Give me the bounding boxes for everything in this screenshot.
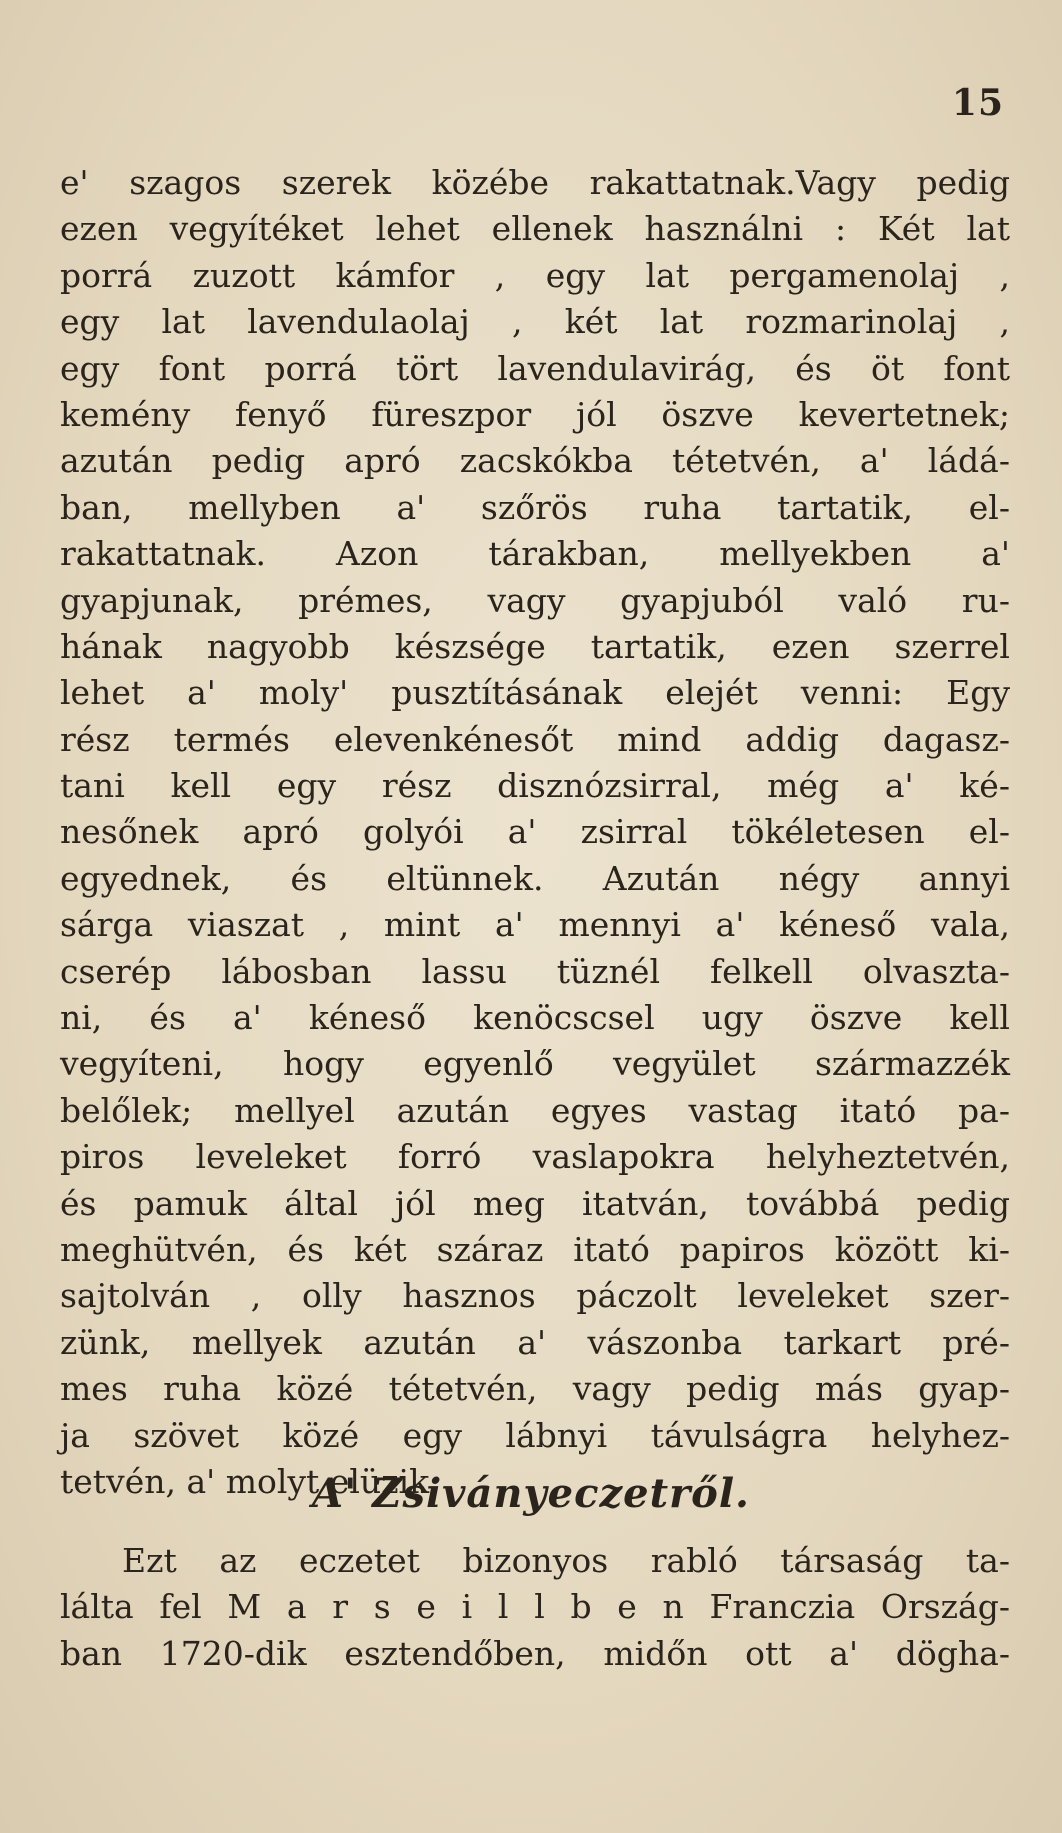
text-line: egy lat lavendulaolaj , két lat rozmarinolaj , xyxy=(60,302,1010,342)
text-line: egy font porrá tört lavendulavirág, és öt font xyxy=(60,348,1010,388)
text-line: Ezt az eczetet bizonyos rabló társaság ta- xyxy=(122,1541,1010,1580)
text-line: porrá zuzott kámfor , egy lat pergamenolaj , xyxy=(60,255,1010,295)
text-line: zünk, mellyek azután a' vászonba tarkart pré- xyxy=(60,1322,1010,1362)
text-line: ezen vegyítéket lehet ellenek használni : Két lat xyxy=(60,209,1010,249)
text-line: sárga viaszat , mint a' mennyi a' kéneső vala, xyxy=(60,905,1010,945)
text-line: azután pedig apró zacskókba tétetvén, a' ládá- xyxy=(60,441,1010,481)
section-heading: A' Zsiványeczetről. xyxy=(312,1470,750,1517)
text-line: egyednek, és eltünnek. Azután négy annyi xyxy=(60,858,1010,898)
text-line: mes ruha közé tétetvén, vagy pedig más gyap- xyxy=(60,1369,1010,1409)
text-line: ban, mellyben a' szőrös ruha tartatik, el- xyxy=(60,487,1010,527)
text-line: sajtolván , olly hasznos páczolt leveleket szer- xyxy=(60,1276,1010,1316)
text-line: lálta fel M a r s e i l l b e n Franczia Ország- xyxy=(60,1587,1010,1627)
text-line: gyapjunak, prémes, vagy gyapjuból való ru- xyxy=(60,580,1010,620)
text-line: tetvén, a' molyt elüzik. xyxy=(60,1461,440,1501)
text-line: e' szagos szerek közébe rakattatnak.Vagy pedig xyxy=(60,163,1010,202)
text-line: meghütvén, és két száraz itató papiros között ki- xyxy=(60,1229,1010,1269)
text-line: belőlek; mellyel azután egyes vastag itató pa- xyxy=(60,1090,1010,1130)
text-line: és pamuk által jól meg itatván, továbbá pedig xyxy=(60,1183,1010,1223)
text-line: piros leveleket forró vaslapokra helyheztetvén, xyxy=(60,1137,1010,1177)
text-line: ban 1720-dik esztendőben, midőn ott a' dögha- xyxy=(60,1633,1010,1673)
paragraph-moth-remedy xyxy=(60,160,1010,1505)
paragraph-vinegar xyxy=(60,1538,1010,1677)
text-line: tani kell egy rész disznózsirral, még a' ké- xyxy=(60,766,1010,806)
text-line: ja szövet közé egy lábnyi távulságra helyhez- xyxy=(60,1415,1010,1455)
page-number: 15 xyxy=(951,82,1004,124)
text-line: ni, és a' kéneső kenöcscsel ugy öszve kell xyxy=(60,998,1010,1038)
text-line: cserép lábosban lassu tüznél felkell olvaszta- xyxy=(60,951,1010,991)
text-line: nesőnek apró golyói a' zsirral tökéletesen el- xyxy=(60,812,1010,852)
text-line: rész termés elevenkénesőt mind addig dagasz- xyxy=(60,719,1010,759)
text-line: rakattatnak. Azon tárakban, mellyekben a' xyxy=(60,534,1010,574)
text-line: kemény fenyő füreszpor jól öszve kevertetnek; xyxy=(60,394,1010,434)
text-line: hának nagyobb készsége tartatik, ezen szerrel xyxy=(60,626,1010,666)
text-line: lehet a' moly' pusztításának elejét venni: Egy xyxy=(60,673,1010,713)
text-line: vegyíteni, hogy egyenlő vegyület származzék xyxy=(60,1044,1010,1084)
